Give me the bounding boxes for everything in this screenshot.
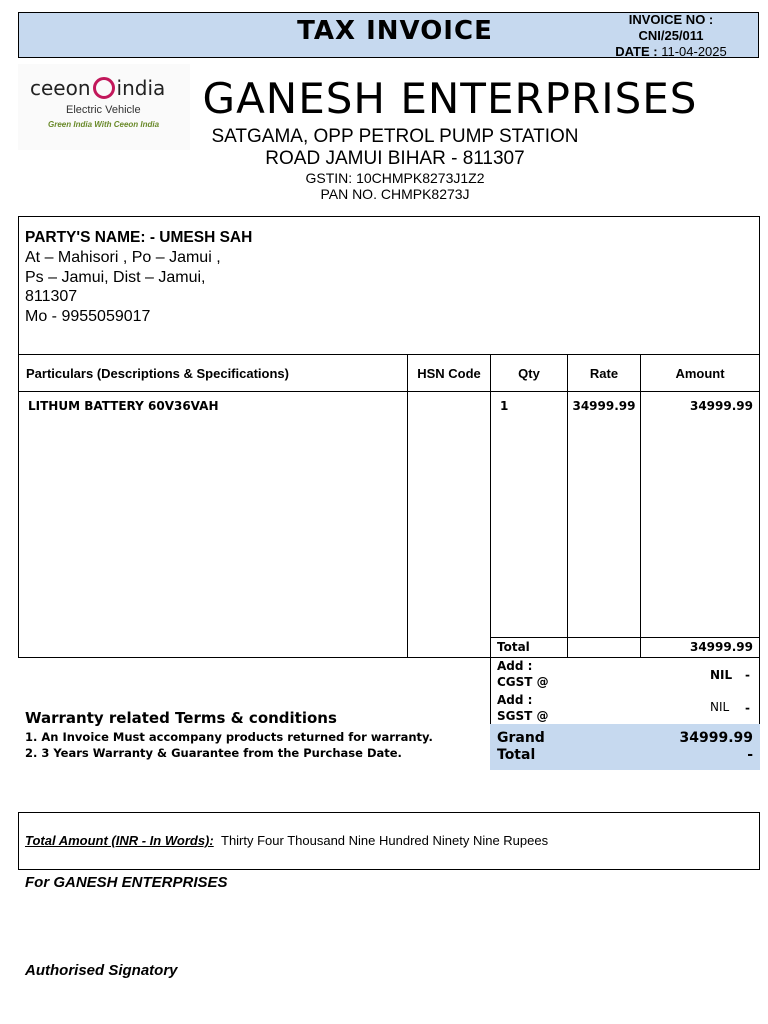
col-rate bbox=[567, 391, 641, 638]
company-tax-ids bbox=[180, 170, 610, 202]
address-line-1: SATGAMA, OPP PETROL PUMP STATION bbox=[211, 126, 579, 147]
party-phone: Mo - 9955059017 bbox=[25, 307, 151, 325]
logo-tagline: Green India With Ceeon India bbox=[48, 120, 160, 129]
warranty-item: 2. 3 Years Warranty & Guarantee from the Purchase Date. bbox=[25, 746, 402, 760]
col-header-hsn: HSN Code bbox=[407, 354, 491, 392]
address-line-2: ROAD JAMUI BIHAR - 811307 bbox=[265, 148, 525, 169]
date-label: DATE : bbox=[615, 44, 658, 59]
authorised-signatory: Authorised Signatory bbox=[25, 962, 178, 979]
col-header-rate: Rate bbox=[567, 354, 641, 392]
party-line: Ps – Jamui, Dist – Jamui, bbox=[25, 268, 206, 286]
party-address bbox=[25, 248, 221, 326]
warranty-title: Warranty related Terms & conditions bbox=[25, 709, 337, 727]
col-amount bbox=[640, 391, 760, 638]
grand-total-label: Grand Total bbox=[497, 730, 545, 763]
col-particulars bbox=[18, 391, 408, 658]
col-qty bbox=[490, 391, 568, 638]
sgst-label: Add : SGST @ bbox=[497, 693, 549, 723]
company-name: GANESH ENTERPRISES bbox=[202, 74, 698, 123]
item-rate: 34999.99 bbox=[572, 399, 636, 413]
party-line: 811307 bbox=[25, 288, 78, 305]
col-header-particulars: Particulars (Descriptions & Specifications) bbox=[18, 354, 408, 392]
cgst-value: - bbox=[745, 668, 750, 682]
invoice-no-label: INVOICE NO : bbox=[628, 12, 714, 27]
logo-c-icon bbox=[93, 77, 115, 99]
cgst-label: Add : CGST @ bbox=[497, 659, 549, 689]
total-value: 34999.99 bbox=[689, 640, 753, 654]
gstin: GSTIN: 10CHMPK8273J1Z2 bbox=[305, 170, 485, 186]
party-name: PARTY'S NAME: - UMESH SAH bbox=[25, 229, 253, 246]
pan-number: PAN NO. CHMPK8273J bbox=[320, 186, 470, 202]
invoice-date-row bbox=[598, 44, 744, 60]
col-hsn bbox=[407, 391, 491, 658]
invoice-no: CNI/25/011 bbox=[638, 28, 704, 43]
item-qty: 1 bbox=[500, 399, 509, 413]
for-company: For GANESH ENTERPRISES bbox=[25, 874, 228, 891]
warranty-item: 1. An Invoice Must accompany products returned for warranty. bbox=[25, 730, 433, 744]
amount-words-value: Thirty Four Thousand Nine Hundred Ninety Nine Rupees bbox=[221, 833, 549, 848]
document-title: TAX INVOICE bbox=[297, 16, 493, 46]
cgst-rate: NIL bbox=[710, 668, 733, 682]
company-address bbox=[180, 126, 610, 170]
party-line: At – Mahisori , Po – Jamui , bbox=[25, 249, 221, 266]
item-amount: 34999.99 bbox=[689, 399, 753, 413]
invoice-meta bbox=[598, 12, 744, 60]
company-logo bbox=[18, 64, 190, 150]
amount-words-label: Total Amount (INR - In Words): bbox=[25, 833, 214, 848]
sgst-value: - bbox=[745, 701, 750, 715]
col-header-qty: Qty bbox=[490, 354, 568, 392]
col-header-amount: Amount bbox=[640, 354, 760, 392]
total-empty-cell bbox=[567, 637, 641, 658]
total-label: Total bbox=[497, 640, 530, 654]
logo-wordmark: ceeon india bbox=[30, 76, 166, 100]
sgst-rate: NIL bbox=[710, 700, 730, 714]
invoice-date: 11-04-2025 bbox=[661, 44, 727, 59]
item-particulars: LITHUM BATTERY 60V36VAH bbox=[28, 399, 219, 413]
logo-subtitle: Electric Vehicle bbox=[66, 104, 141, 116]
grand-total-value: 34999.99 - bbox=[679, 730, 753, 763]
